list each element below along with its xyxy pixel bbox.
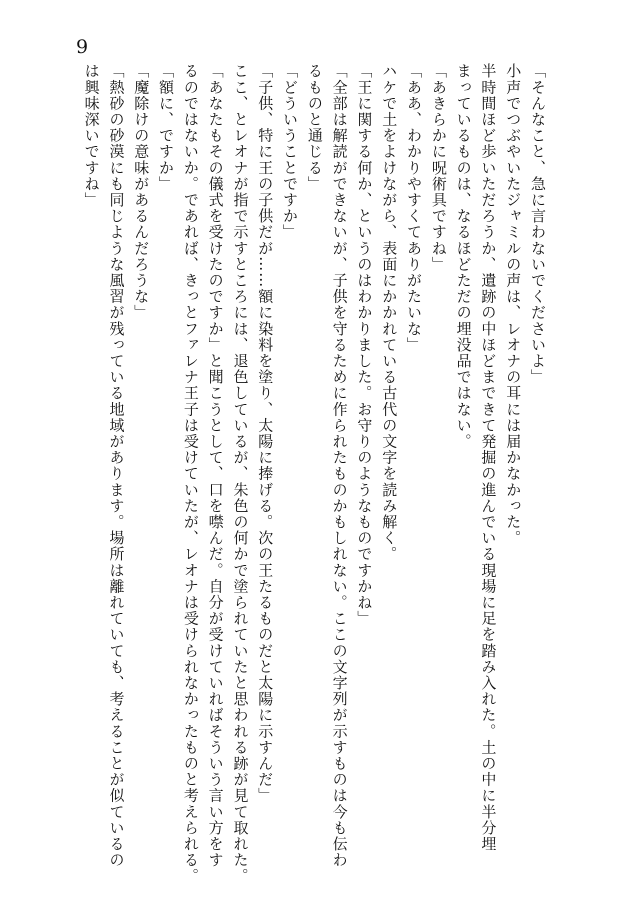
text-line: るのではないか。であれば、きっとファレナ王子は受けていたが、レオナは受けられなかったものと考えられる。 (181, 63, 200, 885)
text-line: 「子供、特に王の子供だが……額に染料を塗り、太陽に捧げる。次の王たるものだと太陽に示すんだ」 (256, 63, 275, 804)
text-line: は興味深いですね」 (82, 63, 101, 208)
text-line: ハケで土をよけながら、表面にかかれている古代の文字を読み解く。 (380, 63, 399, 563)
text-line: 「どういうことですか」 (281, 63, 300, 241)
text-line: 「魔除けの意味があるんだろうな」 (132, 63, 151, 321)
vertical-text-body (79, 63, 550, 885)
text-line: 小声でつぶやいたジャミルの声は、レオナの耳には届かなかった。 (504, 63, 523, 546)
text-line: 「あきらかに呪術具ですね」 (429, 63, 448, 273)
text-line: 「王に関する何か、というのはわかりました。お守りのようなものですかね」 (355, 63, 374, 627)
text-line: 「ああ、わかりやすくてありがたいな」 (405, 63, 424, 353)
page-number: 9 (76, 36, 89, 58)
text-line: 「額に、ですか」 (157, 63, 176, 192)
text-line: 「そんなこと、急に言わないでくださいよ」 (529, 63, 547, 385)
text-line: 「熱砂の砂漠にも同じような風習が残っている地域があります。場所は離れていても、考えることが似ているの (107, 63, 126, 868)
text-line: まっているものは、なるほどただの埋没品ではない。 (454, 63, 473, 450)
text-line: 「あなたもその儀式を受けたのですか」と聞こうとして、口を噤んだ。自分が受けていればそういう言い方をす (206, 63, 225, 868)
text-line: 「全部は解読ができないが、子供を守るために作られたものかもしれない。ここの文字列が示すものは今も伝わ (330, 63, 349, 868)
text-line: るものと通じる」 (305, 63, 324, 192)
text-line: 半時間ほど歩いただろうか、遺跡の中ほどまできて発掘の進んでいる現場に足を踏み入れた。土の中に半分埋 (479, 63, 498, 852)
text-line: ここ、とレオナが指で示すところには、退色しているが、朱色の何かで塗られていたと思われる跡が見て取れた。 (231, 63, 250, 885)
